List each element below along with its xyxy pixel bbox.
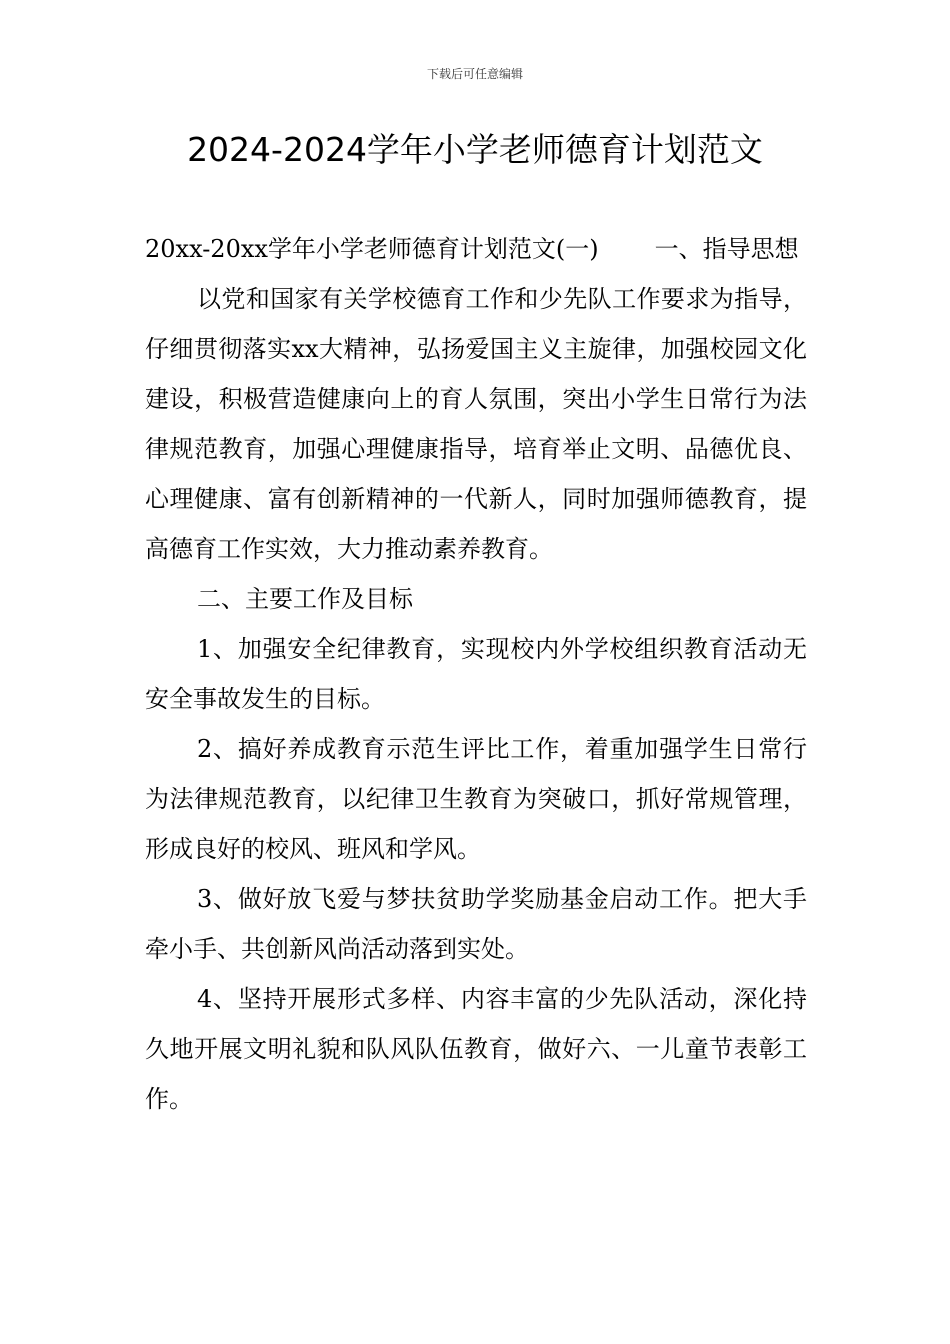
document-title: 2024-2024学年小学老师德育计划范文 [187, 130, 763, 169]
header-note: 下载后可任意编辑 [426, 67, 523, 81]
section-heading-guiding-thought: 一、指导思想 [654, 235, 799, 263]
paragraph-guiding-thought: 以党和国家有关学校德育工作和少先队工作要求为指导，仔细贯彻落实xx大精神，弘扬爱国主义主旋律，加强校园文化建设，积极营造健康向上的育人氛围，突出小学生日常行为法律规范教育，加强心理健康指导，培育举止文明、品德优良、心理健康、富有创新精神的一代新人，同时加强师德教育，提高德育工作实效，大力推动素养教育。 [145, 285, 807, 563]
list-item-4: 4、坚持开展形式多样、内容丰富的少先队活动，深化持久地开展文明礼貌和队风队伍教育，做好六、一儿童节表彰工作。 [145, 985, 807, 1113]
section-heading-main-work: 二、主要工作及目标 [197, 585, 413, 613]
intro-line [145, 224, 807, 274]
intro-heading: 20xx-20xx学年小学老师德育计划范文(一) [145, 235, 599, 263]
list-item-2: 2、搞好养成教育示范生评比工作，着重加强学生日常行为法律规范教育，以纪律卫生教育为突破口，抓好常规管理，形成良好的校风、班风和学风。 [145, 735, 807, 863]
list-item-1: 1、加强安全纪律教育，实现校内外学校组织教育活动无安全事故发生的目标。 [145, 635, 807, 713]
document-body [145, 224, 807, 1124]
list-item-3: 3、做好放飞爱与梦扶贫助学奖励基金启动工作。把大手牵小手、共创新风尚活动落到实处。 [145, 885, 807, 963]
